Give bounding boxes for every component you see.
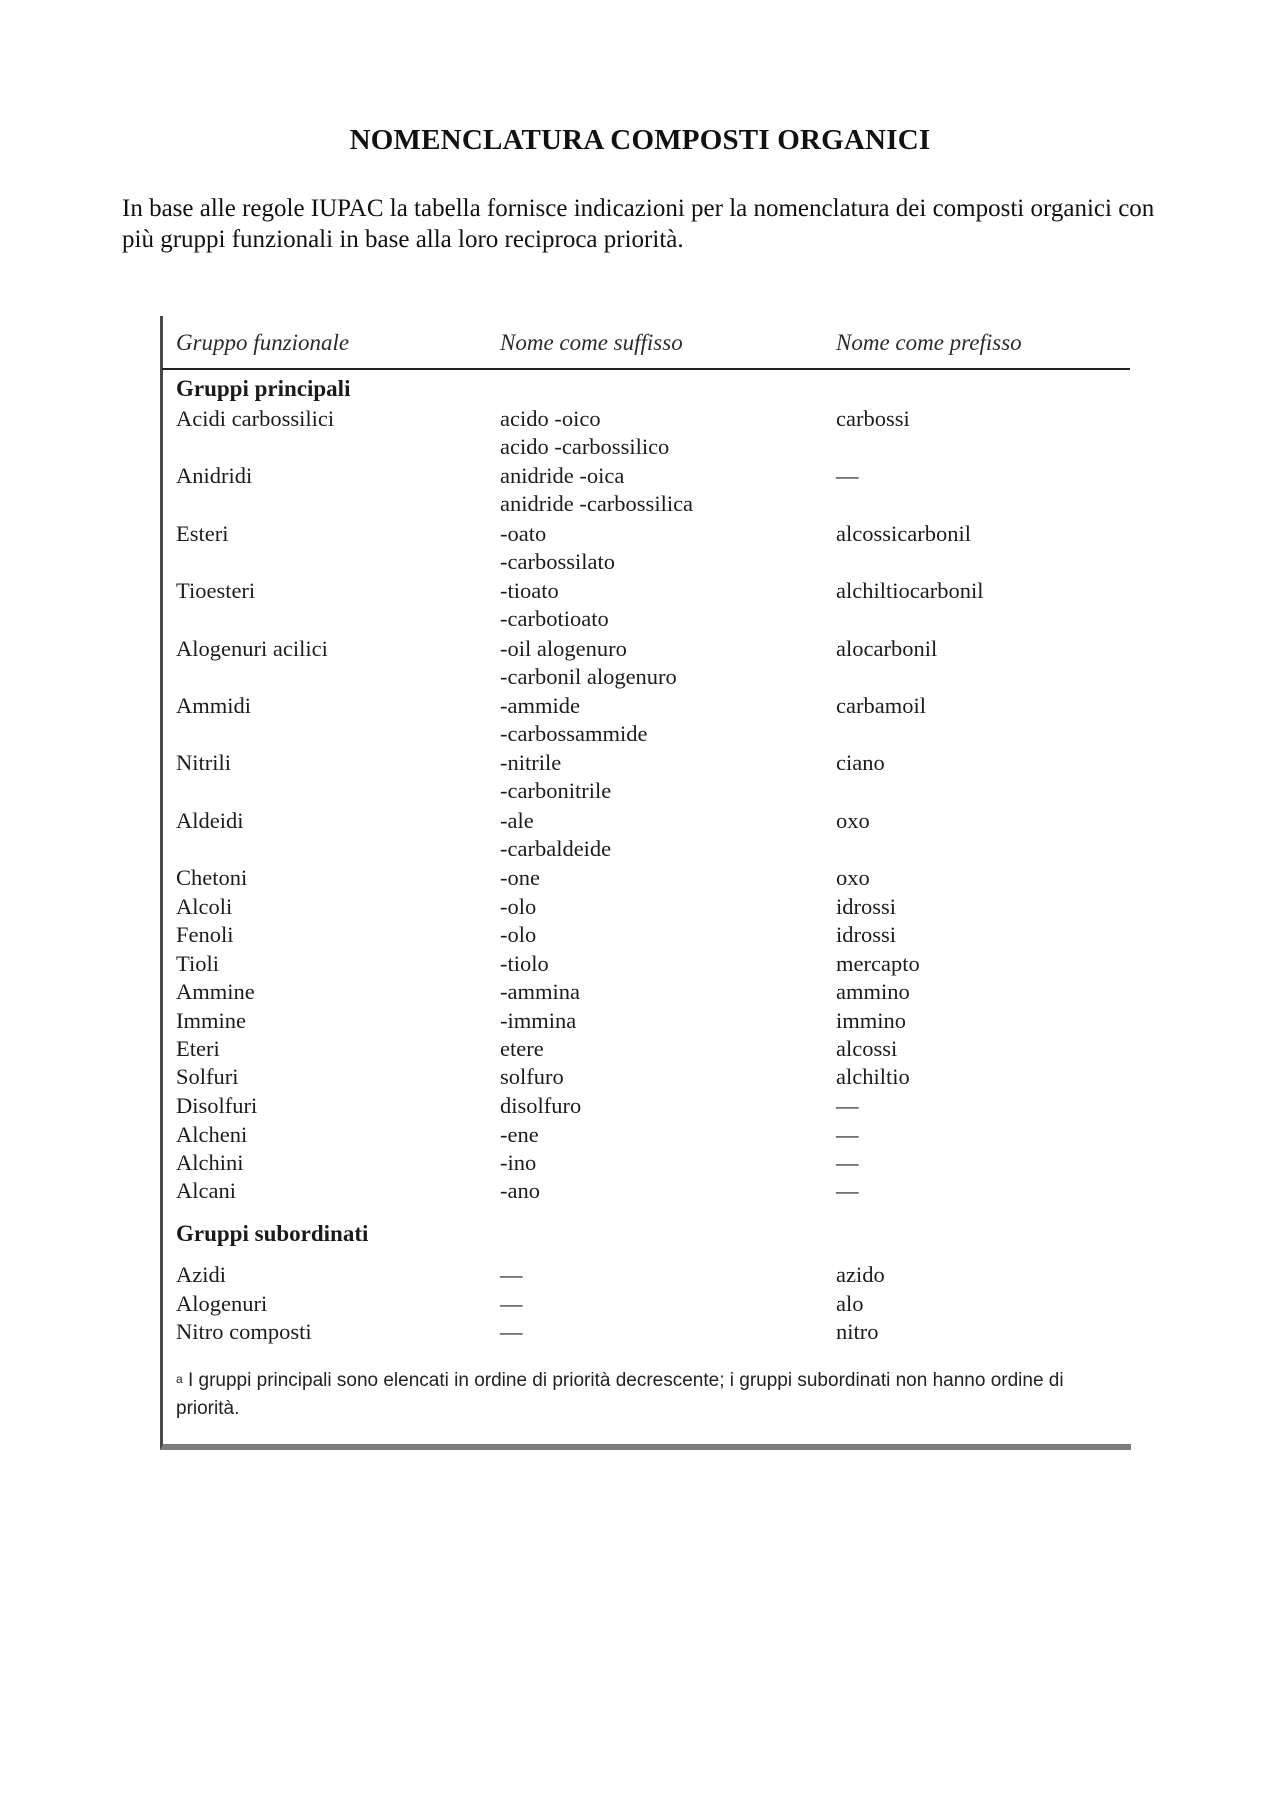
cell-suffix: -carbossammide [500, 721, 648, 746]
cell-suffix: — [500, 1319, 523, 1344]
cell-prefix: azido [836, 1262, 885, 1287]
cell-functional-group: Azidi [176, 1262, 226, 1287]
cell-functional-group: Esteri [176, 521, 229, 546]
cell-prefix: ciano [836, 750, 885, 775]
cell-suffix: -tioato [500, 578, 559, 603]
cell-functional-group: Nitrili [176, 750, 231, 775]
header-suffix-name: Nome come suffisso [500, 330, 683, 355]
cell-prefix: ammino [836, 979, 910, 1004]
table-row [0, 777, 1280, 805]
cell-prefix: idrossi [836, 894, 897, 919]
table-row [0, 462, 1280, 490]
header-prefix-name: Nome come prefisso [836, 330, 1022, 355]
table-row [0, 1092, 1280, 1120]
cell-suffix: -carbonil alogenuro [500, 664, 677, 689]
cell-prefix: — [836, 1122, 859, 1147]
section-title: Gruppi principali [176, 376, 351, 401]
cell-functional-group: Immine [176, 1008, 246, 1033]
cell-functional-group: Tioli [176, 951, 219, 976]
table-row [0, 835, 1280, 863]
cell-suffix: -ale [500, 808, 534, 833]
table-row [0, 1121, 1280, 1149]
cell-functional-group: Alcani [176, 1178, 236, 1203]
table-row [0, 405, 1280, 433]
cell-functional-group: Alchini [176, 1150, 244, 1175]
cell-functional-group: Ammine [176, 979, 255, 1004]
document-title: NOMENCLATURA COMPOSTI ORGANICI [349, 124, 931, 156]
cell-suffix: -nitrile [500, 750, 562, 775]
cell-prefix: nitro [836, 1319, 879, 1344]
cell-functional-group: Alogenuri acilici [176, 636, 328, 661]
cell-suffix: -tiolo [500, 951, 549, 976]
cell-suffix: — [500, 1262, 523, 1287]
cell-prefix: alchiltiocarbonil [836, 578, 984, 603]
table-row [0, 950, 1280, 978]
cell-suffix: -ino [500, 1150, 537, 1175]
footnote-text: I gruppi principali sono elencati in ordine di priorità decrescente; i gruppi subordinati non hanno ordine di priorità. [176, 1370, 1064, 1419]
cell-prefix: alocarbonil [836, 636, 938, 661]
table-row [0, 921, 1280, 949]
cell-suffix: -ene [500, 1122, 539, 1147]
cell-suffix: solfuro [500, 1064, 564, 1089]
cell-suffix: acido -oico [500, 406, 601, 431]
cell-functional-group: Alcheni [176, 1122, 248, 1147]
table-row [0, 605, 1280, 633]
table-row [0, 548, 1280, 576]
table-row [0, 577, 1280, 605]
cell-functional-group: Solfuri [176, 1064, 239, 1089]
cell-prefix: — [836, 463, 859, 488]
cell-suffix: -oil alogenuro [500, 636, 627, 661]
table-row [0, 1177, 1280, 1205]
table-row [0, 749, 1280, 777]
cell-prefix: — [836, 1150, 859, 1175]
cell-prefix: alcossi [836, 1036, 898, 1061]
cell-functional-group: Aldeidi [176, 808, 244, 833]
cell-suffix: acido -carbossilico [500, 434, 670, 459]
table-row [0, 893, 1280, 921]
cell-prefix: oxo [836, 808, 870, 833]
cell-suffix: -ano [500, 1178, 540, 1203]
cell-suffix: -carbotioato [500, 606, 609, 631]
cell-suffix: -one [500, 865, 540, 890]
cell-suffix: -immina [500, 1008, 577, 1033]
cell-functional-group: Alogenuri [176, 1291, 268, 1316]
table-row [0, 1261, 1280, 1289]
cell-functional-group: Alcoli [176, 894, 233, 919]
table-row [0, 692, 1280, 720]
table-row [0, 720, 1280, 748]
cell-functional-group: Disolfuri [176, 1093, 258, 1118]
table-row [0, 1063, 1280, 1091]
cell-functional-group: Ammidi [176, 693, 252, 718]
cell-functional-group: Fenoli [176, 922, 234, 947]
cell-suffix: anidride -oica [500, 463, 625, 488]
table-row [0, 635, 1280, 663]
table-row [0, 520, 1280, 548]
table-footnote [176, 1367, 1106, 1423]
table-row [0, 864, 1280, 892]
table-row [0, 1318, 1280, 1346]
cell-prefix: alo [836, 1291, 864, 1316]
cell-prefix: alchiltio [836, 1064, 910, 1089]
cell-prefix: carbossi [836, 406, 910, 431]
table-row [0, 978, 1280, 1006]
table-row [0, 1035, 1280, 1063]
cell-suffix: -ammina [500, 979, 580, 1004]
cell-suffix: disolfuro [500, 1093, 582, 1118]
table-row [0, 490, 1280, 518]
cell-functional-group: Nitro composti [176, 1319, 312, 1344]
cell-prefix: carbamoil [836, 693, 926, 718]
cell-functional-group: Tioesteri [176, 578, 256, 603]
cell-suffix: -carbaldeide [500, 836, 612, 861]
cell-suffix: etere [500, 1036, 544, 1061]
cell-functional-group: Eteri [176, 1036, 220, 1061]
cell-functional-group: Anidridi [176, 463, 253, 488]
cell-suffix: -carbossilato [500, 549, 615, 574]
header-divider [162, 368, 1130, 370]
cell-suffix: -carbonitrile [500, 778, 612, 803]
section-title: Gruppi subordinati [176, 1221, 369, 1246]
table-row [0, 807, 1280, 835]
cell-suffix: -ammide [500, 693, 580, 718]
cell-suffix: — [500, 1291, 523, 1316]
table-row [0, 433, 1280, 461]
table-row [0, 1007, 1280, 1035]
cell-prefix: mercapto [836, 951, 920, 976]
cell-suffix: -oato [500, 521, 547, 546]
header-functional-group: Gruppo funzionale [176, 330, 350, 355]
cell-prefix: idrossi [836, 922, 897, 947]
intro-paragraph: In base alle regole IUPAC la tabella fornisce indicazioni per la nomenclatura dei composti organici con più gruppi funzionali in base alla loro reciproca priorità. [122, 195, 1155, 253]
cell-prefix: alcossicarbonil [836, 521, 971, 546]
cell-functional-group: Acidi carbossilici [176, 406, 335, 431]
cell-prefix: — [836, 1093, 859, 1118]
cell-prefix: oxo [836, 865, 870, 890]
cell-suffix: anidride -carbossilica [500, 491, 694, 516]
cell-suffix: -olo [500, 894, 537, 919]
footnote-marker: a [176, 1372, 183, 1386]
table-row [0, 1290, 1280, 1318]
cell-prefix: — [836, 1178, 859, 1203]
cell-prefix: immino [836, 1008, 907, 1033]
cell-functional-group: Chetoni [176, 865, 248, 890]
table-row [0, 1149, 1280, 1177]
table-row [0, 663, 1280, 691]
cell-suffix: -olo [500, 922, 537, 947]
